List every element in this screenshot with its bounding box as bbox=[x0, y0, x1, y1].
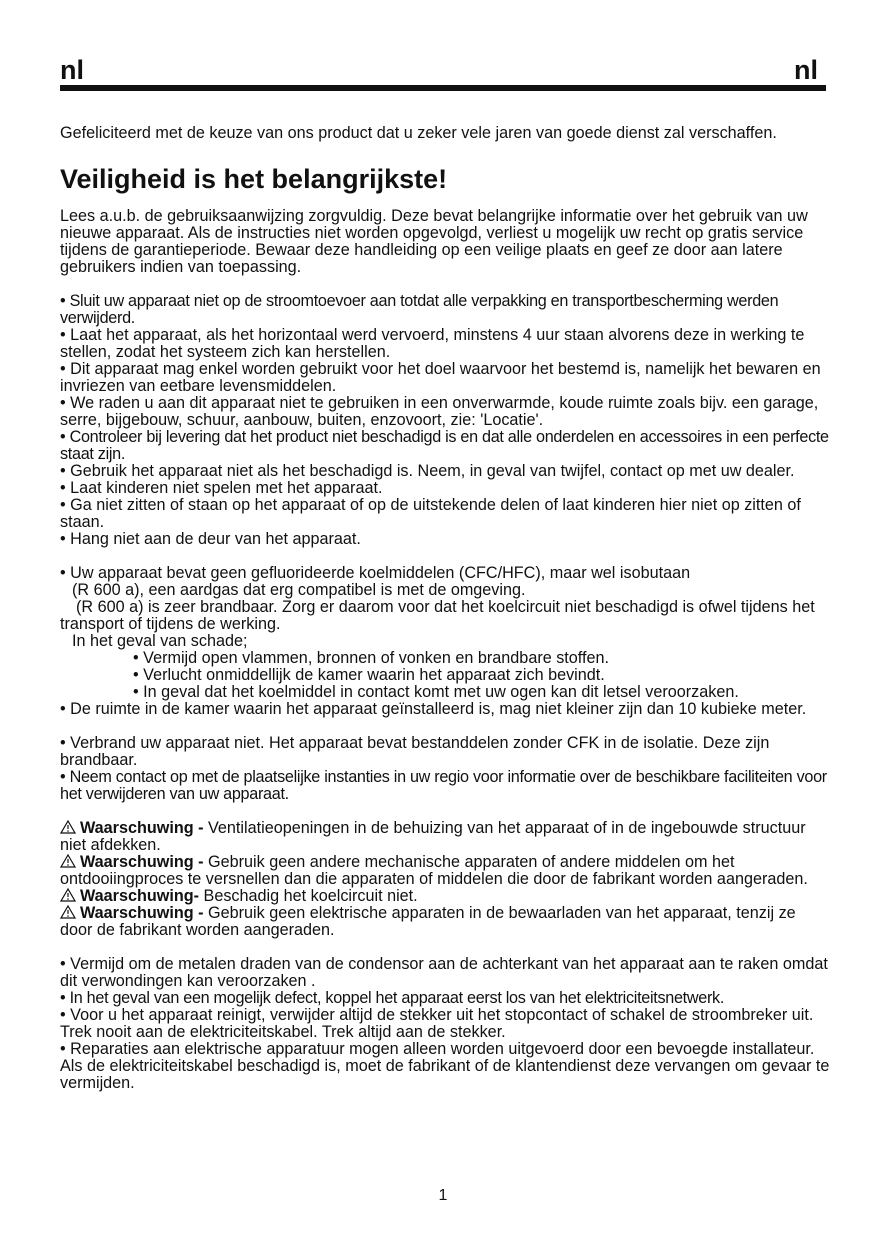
list-item: • Vermijd open vlammen, bronnen of vonken en brandbare stoffen. bbox=[133, 649, 610, 667]
warning-label: Waarschuwing - bbox=[80, 904, 204, 922]
list-item: • Hang niet aan de deur van het apparaat. bbox=[60, 530, 361, 548]
intro-paragraph: Gefeliciteerd met de keuze van ons product dat u zeker vele jaren van goede dienst zal verschaffen. bbox=[60, 124, 777, 142]
warning-item bbox=[60, 905, 830, 939]
refrigerant-section bbox=[60, 565, 830, 718]
page-header bbox=[60, 54, 826, 92]
list-item: • Verlucht onmiddellijk de kamer waarin het apparaat zich bevindt. bbox=[133, 666, 605, 684]
list-item: • Controleer bij levering dat het product niet beschadigd is en dat alle onderdelen en accessoires in een perfecte staat zijn. bbox=[60, 428, 829, 463]
refrigerant-line: (R 600 a) is zeer brandbaar. Zorg er daarom voor dat het koelcircuit niet beschadigd is ofwel tijdens het transport of tijdens de werking. bbox=[60, 598, 815, 633]
warning-label: Waarschuwing - bbox=[80, 819, 204, 837]
warning-text: Ventilatieopeningen in de behuizing van het apparaat of in de ingebouwde structuur niet afdekken. bbox=[60, 819, 806, 854]
manual-body bbox=[60, 125, 830, 1092]
list-item: • Gebruik het apparaat niet als het beschadigd is. Neem, in geval van twijfel, contact op met uw dealer. bbox=[60, 462, 795, 480]
electrical-bullets bbox=[60, 956, 830, 1092]
list-item: • Vermijd om de metalen draden van de condensor aan de achterkant van het apparaat aan te raken omdat dit verwondingen kan veroorzaken . bbox=[60, 955, 828, 990]
list-item: • Ga niet zitten of staan op het apparaat of op de uitstekende delen of laat kinderen hier niet op zitten of staan. bbox=[60, 496, 801, 531]
list-item: • Reparaties aan elektrische apparatuur mogen alleen worden uitgevoerd door een bevoegde installateur. Als de elektriciteitskabel beschadigd is, moet de fabrikant of de klantendienst deze vervangen om gevaar te vermijden. bbox=[60, 1040, 830, 1092]
header-rule bbox=[60, 85, 826, 91]
warning-item bbox=[60, 820, 830, 854]
disposal-section bbox=[60, 735, 830, 803]
list-item: • Sluit uw apparaat niet op de stroomtoevoer aan totdat alle verpakking en transportbescherming werden verwijderd. bbox=[60, 292, 779, 327]
safety-bullets bbox=[60, 293, 830, 548]
lead-paragraph: Lees a.u.b. de gebruiksaanwijzing zorgvuldig. Deze bevat belangrijke informatie over het gebruik van uw nieuwe apparaat. Als de instructies niet worden opgevolgd, verliest u mogelijk uw recht op gratis service tijdens de garantieperiode. Bewaar deze handleiding op een veilige plaats en geef ze door aan latere gebruikers indien van toepassing. bbox=[60, 207, 808, 276]
list-item: • In geval dat het koelmiddel in contact komt met uw ogen kan dit letsel veroorzaken. bbox=[133, 683, 739, 701]
warning-text: Beschadig het koelcircuit niet. bbox=[199, 887, 418, 905]
list-item: • Neem contact op met de plaatselijke instanties in uw regio voor informatie over de beschikbare faciliteiten voor het verwijderen van uw apparaat. bbox=[60, 768, 827, 803]
list-item: • De ruimte in de kamer waarin het apparaat geïnstalleerd is, mag niet kleiner zijn dan 10 kubieke meter. bbox=[60, 700, 807, 718]
list-item: • Dit apparaat mag enkel worden gebruikt voor het doel waarvoor het bestemd is, namelijk het bewaren en invriezen van eetbare levensmiddelen. bbox=[60, 360, 821, 395]
list-item: • In het geval van een mogelijk defect, koppel het apparaat eerst los van het elektriciteitsnetwerk. bbox=[60, 989, 725, 1007]
refrigerant-line: In het geval van schade; bbox=[72, 632, 248, 650]
list-item: • Verbrand uw apparaat niet. Het apparaat bevat bestanddelen zonder CFK in de isolatie. Deze zijn brandbaar. bbox=[60, 734, 770, 769]
warning-item bbox=[60, 854, 830, 888]
refrigerant-line: (R 600 a), een aardgas dat erg compatibel is met de omgeving. bbox=[72, 581, 526, 599]
warning-triangle-icon bbox=[60, 854, 76, 868]
page-number: 1 bbox=[438, 1187, 448, 1204]
warnings-section bbox=[60, 820, 830, 939]
section-title: Veiligheid is het belangrijkste! bbox=[60, 164, 448, 194]
warning-label: Waarschuwing - bbox=[80, 853, 204, 871]
list-item: • Voor u het apparaat reinigt, verwijder altijd de stekker uit het stopcontact of schakel de stroombreker uit. Trek nooit aan de elektriciteitskabel. Trek altijd aan de stekker. bbox=[60, 1006, 814, 1041]
list-item: • Uw apparaat bevat geen gefluorideerde koelmiddelen (CFC/HFC), maar wel isobutaan bbox=[60, 564, 691, 582]
warning-label: Waarschuwing- bbox=[80, 887, 200, 905]
warning-text: Gebruik geen elektrische apparaten in de bewaarladen van het apparaat, tenzij ze door de fabrikant worden aangeraden. bbox=[60, 904, 796, 939]
list-item: • We raden u aan dit apparaat niet te gebruiken in een onverwarmde, koude ruimte zoals bijv. een garage, serre, bijgebouw, schuur, aanbouw, buiten, enzovoort, zie: 'Locatie'. bbox=[60, 394, 819, 429]
list-item: • Laat het apparaat, als het horizontaal werd vervoerd, minstens 4 uur staan alvorens deze in werking te stellen, zodat het systeem zich kan herstellen. bbox=[60, 326, 805, 361]
language-code-left: nl bbox=[60, 55, 84, 85]
warning-item bbox=[60, 888, 830, 905]
language-code-right: nl bbox=[794, 55, 818, 85]
warning-triangle-icon bbox=[60, 820, 76, 834]
warning-text: Gebruik geen andere mechanische apparaten of andere middelen om het ontdooiingproces te versnellen dan die apparaten of middelen die door de fabrikant worden aangeraden. bbox=[60, 853, 808, 888]
warning-triangle-icon bbox=[60, 905, 76, 919]
warning-triangle-icon bbox=[60, 888, 76, 902]
list-item: • Laat kinderen niet spelen met het apparaat. bbox=[60, 479, 383, 497]
